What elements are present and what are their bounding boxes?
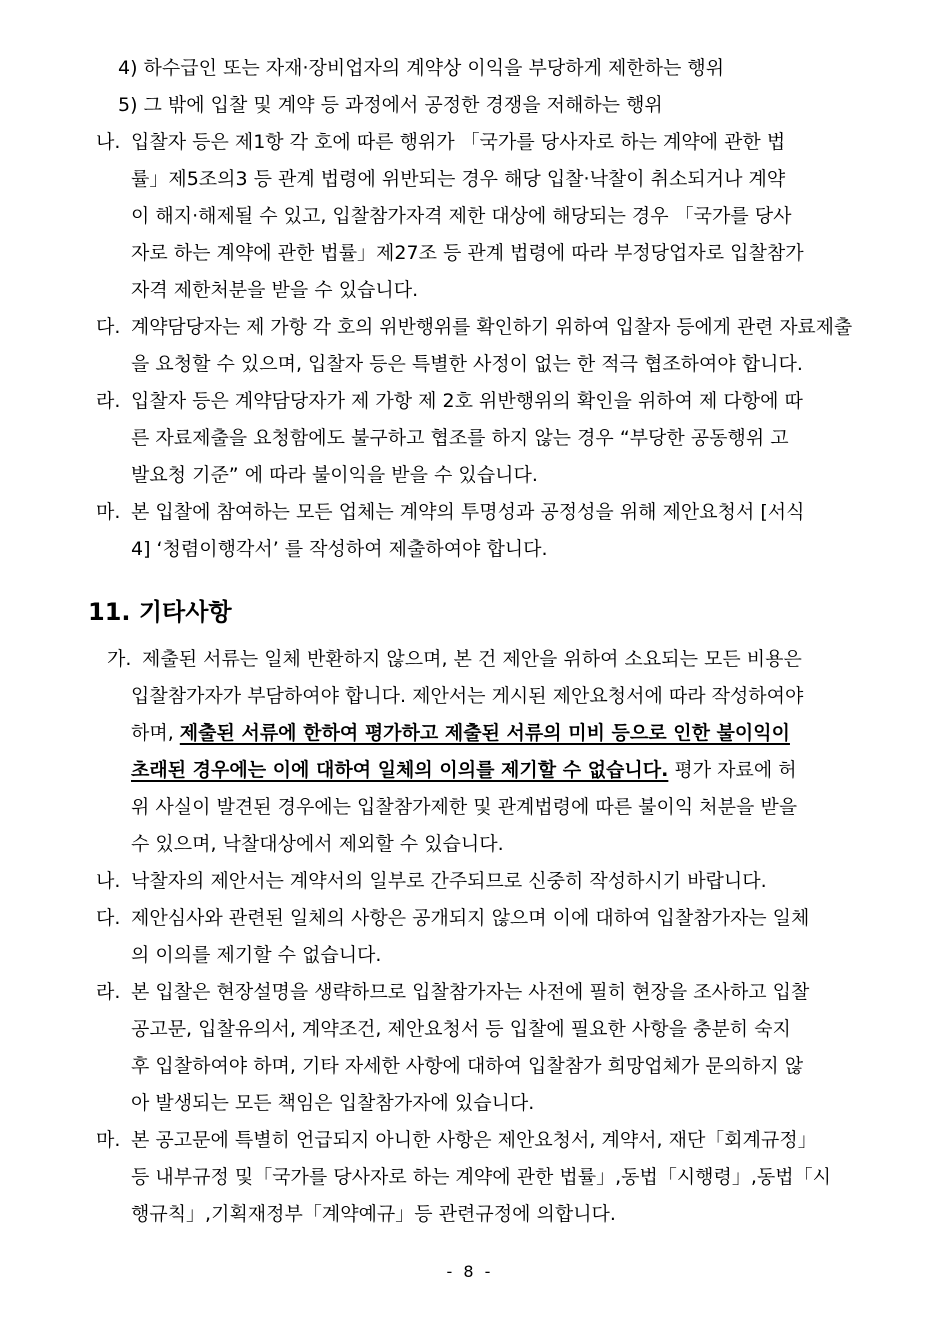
line-text: 공고문, 입찰유의서, 계약조건, 제안요청서 등 입찰에 필요한 사항을 충분히 숙지 — [131, 1018, 791, 1040]
line-text: 4] ‘청렴이행각서’ 를 작성하여 제출하여야 합니다. — [131, 538, 548, 560]
line-text: 계약담당자는 제 가항 각 호의 위반행위를 확인하기 위하여 입찰자 등에게 관련 자료제출 — [131, 316, 853, 338]
list-marker: 나. — [96, 131, 121, 153]
list-marker: 마. — [96, 501, 121, 523]
line-text: 4) 하수급인 또는 자재·장비업자의 계약상 이익을 부당하게 제한하는 행위 — [118, 57, 725, 79]
line-text: 후 입찰하여야 하며, 기타 자세한 사항에 대하여 입찰참가 희망업체가 문의하지 않 — [131, 1055, 804, 1077]
list-marker: 마. — [96, 1129, 121, 1151]
line-text-mixed — [131, 721, 790, 745]
section-heading: 11. 기타사항 — [88, 598, 232, 626]
list-marker: 다. — [96, 316, 121, 338]
list-marker: 나. — [96, 870, 121, 892]
page-number: - 8 - — [446, 1262, 494, 1281]
line-text: 수 있으며, 낙찰대상에서 제외할 수 있습니다. — [131, 833, 504, 855]
line-text: 아 발생되는 모든 책임은 입찰참가자에 있습니다. — [131, 1092, 535, 1114]
list-marker: 가. — [107, 648, 132, 670]
line-text: 입찰자 등은 계약담당자가 제 가항 제 2호 위반행위의 확인을 위하여 제 다항에 따 — [131, 390, 803, 412]
emphasized-text: 제출된 서류에 한하여 평가하고 제출된 서류의 미비 등으로 인한 불이익이 — [179, 722, 790, 744]
line-text: 제안심사와 관련된 일체의 사항은 공개되지 않으며 이에 대하여 입찰참가자는 일체 — [131, 907, 810, 929]
line-text: 본 입찰에 참여하는 모든 업체는 계약의 투명성과 공정성을 위해 제안요청서 [서식 — [131, 501, 805, 523]
line-text: 을 요청할 수 있으며, 입찰자 등은 특별한 사정이 없는 한 적극 협조하여야 합니다. — [131, 353, 803, 375]
line-text: 본 입찰은 현장설명을 생략하므로 입찰참가자는 사전에 필히 현장을 조사하고 입찰 — [131, 981, 810, 1003]
plain-text: 평가 자료에 허 — [668, 759, 797, 781]
line-text: 입찰자 등은 제1항 각 호에 따른 행위가 「국가를 당사자로 하는 계약에 관한 법 — [131, 131, 786, 153]
line-text: 발요청 기준” 에 따라 불이익을 받을 수 있습니다. — [131, 464, 538, 486]
line-text: 5) 그 밖에 입찰 및 계약 등 과정에서 공정한 경쟁을 저해하는 행위 — [118, 94, 663, 116]
emphasized-text: 초래된 경우에는 이에 대하여 일체의 이의를 제기할 수 없습니다. — [131, 759, 669, 781]
line-text: 제출된 서류는 일체 반환하지 않으며, 본 건 제안을 위하여 소요되는 모든 비용은 — [142, 648, 802, 670]
line-text: 본 공고문에 특별히 언급되지 아니한 사항은 제안요청서, 계약서, 재단「회계규정」 — [131, 1129, 817, 1151]
plain-text: 하며, — [131, 722, 180, 744]
line-text: 입찰참가자가 부담하여야 합니다. 제안서는 게시된 제안요청서에 따라 작성하여야 — [131, 685, 804, 707]
line-text: 행규칙」,기획재정부「계약예규」등 관련규정에 의합니다. — [131, 1203, 616, 1225]
line-text-mixed — [131, 758, 797, 782]
list-marker: 라. — [96, 981, 121, 1003]
line-text: 이 해지·해제될 수 있고, 입찰참가자격 제한 대상에 해당되는 경우 「국가를 당사 — [131, 205, 792, 227]
list-marker: 라. — [96, 390, 121, 412]
line-text: 낙찰자의 제안서는 계약서의 일부로 간주되므로 신중히 작성하시기 바랍니다. — [131, 870, 767, 892]
line-text: 른 자료제출을 요청함에도 불구하고 협조를 하지 않는 경우 “부당한 공동행위 고 — [131, 427, 789, 449]
line-text: 등 내부규정 및「국가를 당사자로 하는 계약에 관한 법률」,동법「시행령」,동법「시 — [131, 1166, 831, 1188]
line-text: 률」제5조의3 등 관계 법령에 위반되는 경우 해당 입찰·낙찰이 취소되거나 계약 — [131, 168, 786, 190]
line-text: 자격 제한처분을 받을 수 있습니다. — [131, 279, 419, 301]
list-marker: 다. — [96, 907, 121, 929]
line-text: 위 사실이 발견된 경우에는 입찰참가제한 및 관계법령에 따른 불이익 처분을 받을 — [131, 796, 798, 818]
line-text: 자로 하는 계약에 관한 법률」제27조 등 관계 법령에 따라 부정당업자로 입찰참가 — [131, 242, 804, 264]
line-text: 의 이의를 제기할 수 없습니다. — [131, 944, 382, 966]
